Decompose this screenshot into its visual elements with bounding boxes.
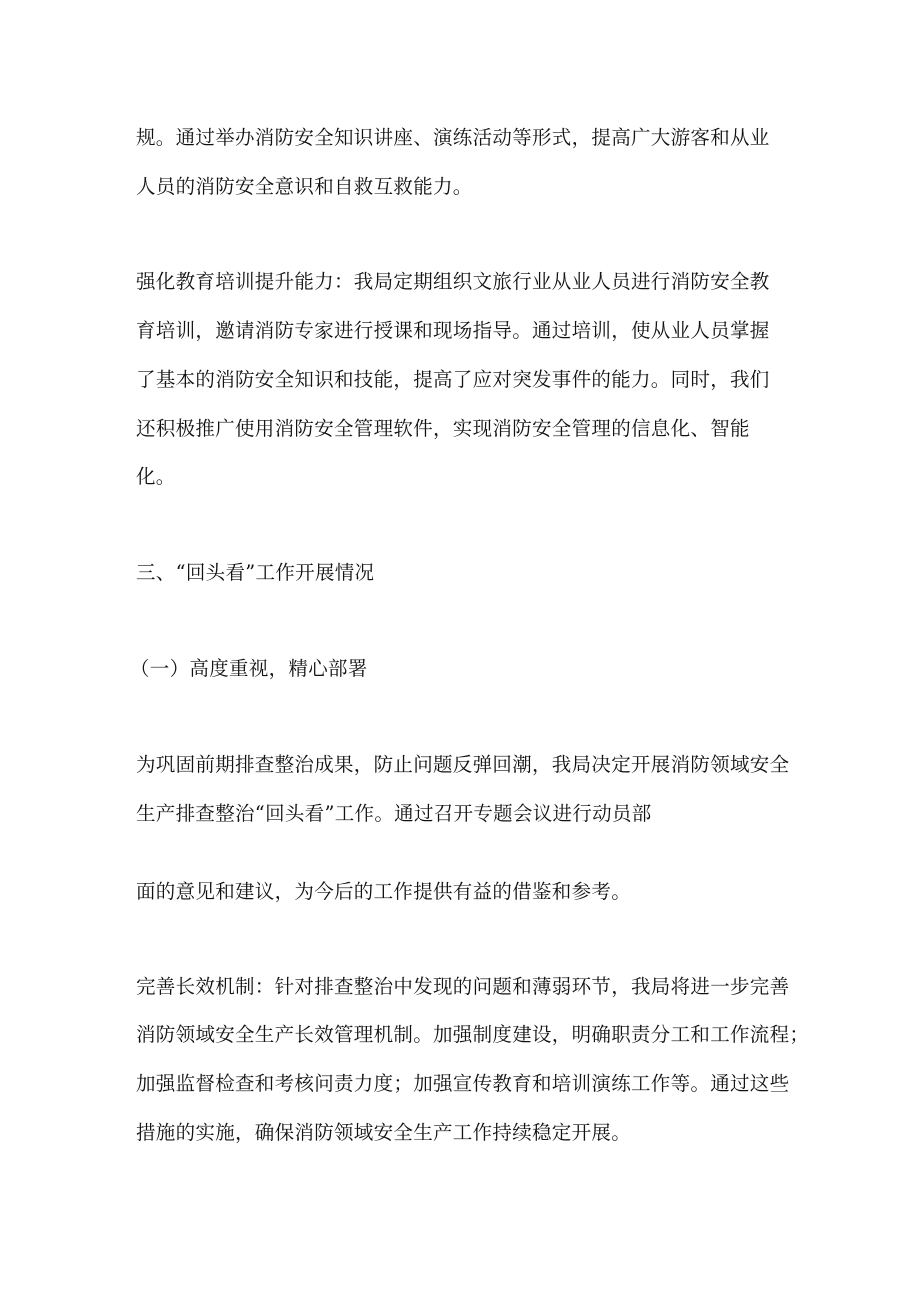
paragraph-line: 措施的实施，确保消防领域安全生产工作持续稳定开展。 [136,1121,632,1144]
paragraph-line: 强化教育培训提升能力：我局定期组织文旅行业从业人员进行消防安全教 [136,270,770,293]
paragraph-line: 育培训，邀请消防专家进行授课和现场指导。通过培训，使从业人员掌握 [136,319,770,342]
paragraph-line: 还积极推广使用消防安全管理软件，实现消防安全管理的信息化、智能 [136,417,750,440]
paragraph-line: 规。通过举办消防安全知识讲座、演练活动等形式，提高广大游客和从业 [136,126,770,149]
paragraph-line: 人员的消防安全意识和自救互救能力。 [136,175,473,198]
paragraph-line: 化。 [136,465,176,488]
section-heading: 三、“回头看”工作开展情况 [136,561,375,584]
subsection-heading: （一）高度重视，精心部署 [130,657,368,680]
paragraph-line: 为巩固前期排查整治成果，防止问题反弹回潮，我局决定开展消防领域安全 [136,753,790,776]
paragraph-line: 消防领域安全生产长效管理机制。加强制度建设，明确职责分工和工作流程； [136,1023,810,1046]
paragraph-line: 加强监督检查和考核问责力度；加强宣传教育和培训演练工作等。通过这些 [136,1072,790,1095]
paragraph-line: 面的意见和建议，为今后的工作提供有益的借鉴和参考。 [136,880,632,903]
paragraph-line: 生产排查整治“回头看”工作。通过召开专题会议进行动员部 [136,802,652,825]
paragraph-line: 完善长效机制：针对排查整治中发现的问题和薄弱环节，我局将进一步完善 [136,975,790,998]
paragraph-line: 了基本的消防安全知识和技能，提高了应对突发事件的能力。同时，我们 [136,368,770,391]
